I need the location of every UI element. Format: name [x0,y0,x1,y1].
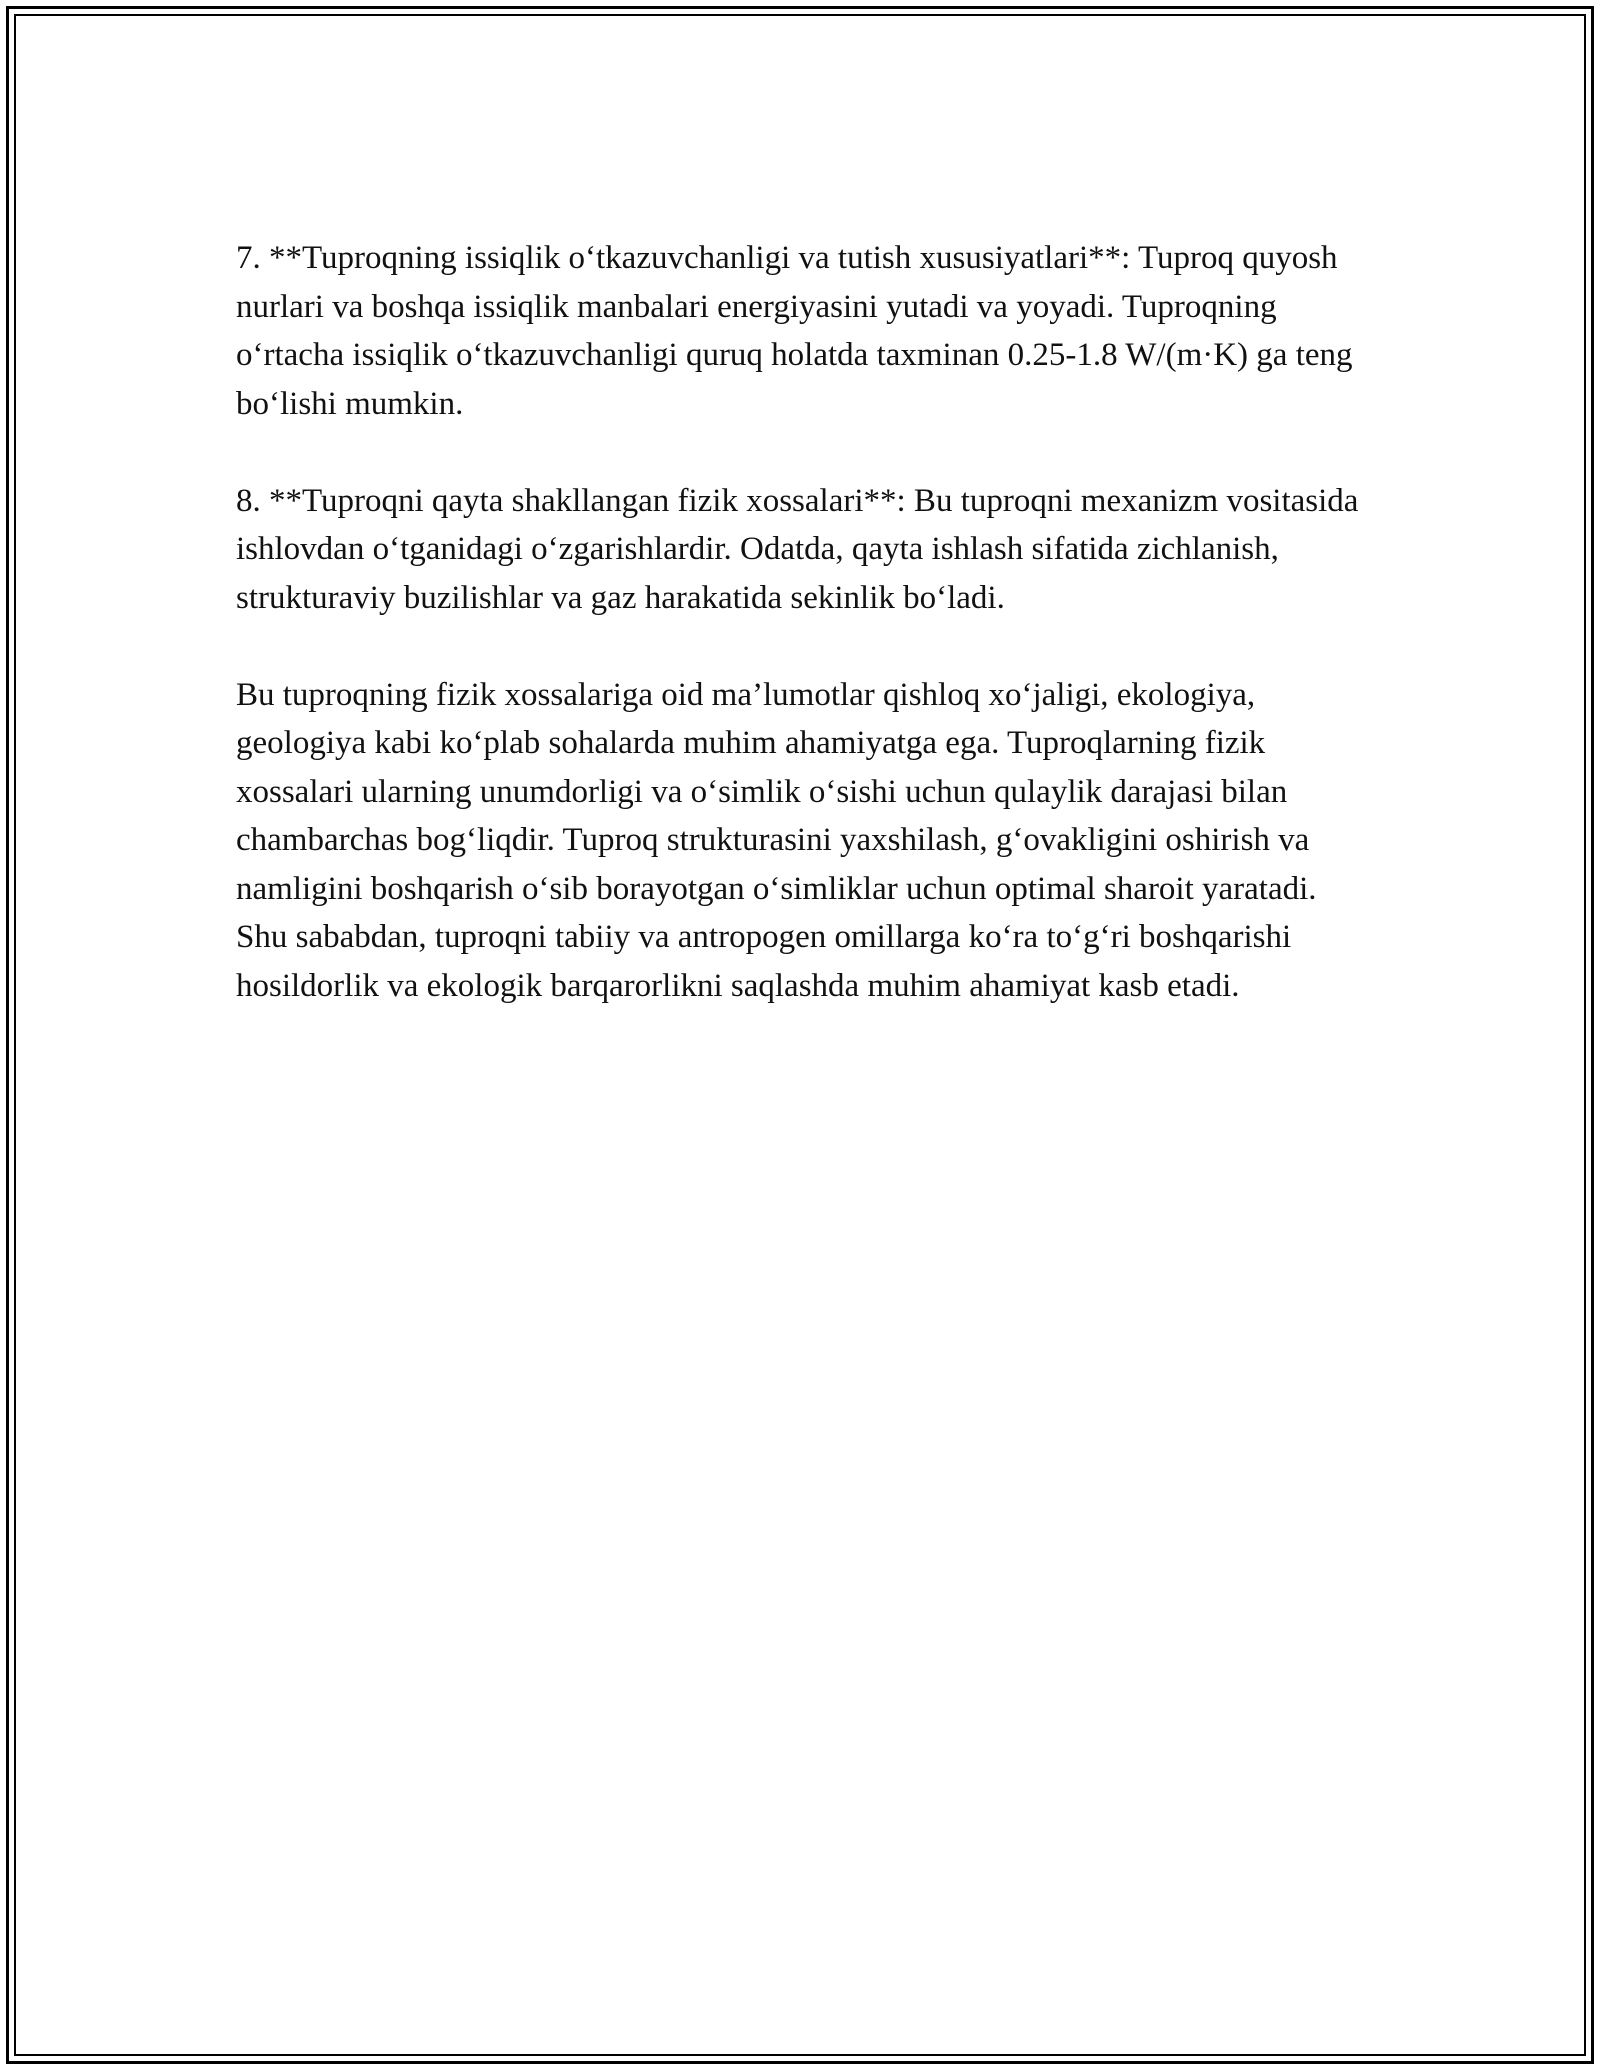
paragraph-conclusion: Bu tuproqning fizik xossalariga oid ma’lumotlar qishloq xo‘jaligi, ekologiya, geologiya kabi ko‘plab sohalarda muhim ahamiyatga ega. Tuproqlarning fizik xossalari ularning unumdorligi va o‘simlik o‘sishi uchun qulaylik darajasi bilan chambarchas bog‘liqdir. Tuproq strukturasini yaxshilash, g‘ovakligini oshirish va namligini boshqarish o‘sib borayotgan o‘simliklar uchun optimal sharoit yaratadi. Shu sababdan, tuproqni tabiiy va antropogen omillarga ko‘ra to‘g‘ri boshqarishi hosildorlik va ekologik barqarorlikni saqlashda muhim ahamiyat kasb etadi. [236,676,1317,1004]
document-body [236,234,1366,1059]
paragraph-thermal-properties: 7. **Tuproqning issiqlik o‘tkazuvchanligi va tutish xususiyatlari**: Tuproq quyosh nurlari va boshqa issiqlik manbalari energiyasini yutadi va yoyadi. Tuproqning o‘rtacha issiqlik o‘tkazuvchanligi quruq holatda taxminan 0.25-1.8 W/(m·K) ga teng bo‘lishi mumkin. [236,240,1353,422]
paragraph-reshaped-properties: 8. **Tuproqni qayta shakllangan fizik xossalari**: Bu tuproqni mexanizm vositasida ishlovdan o‘tganidagi o‘zgarishlardir. Odatda, qayta ishlash sifatida zichlanish, strukturaviy buzilishlar va gaz harakatida sekinlik bo‘ladi. [236,482,1359,616]
